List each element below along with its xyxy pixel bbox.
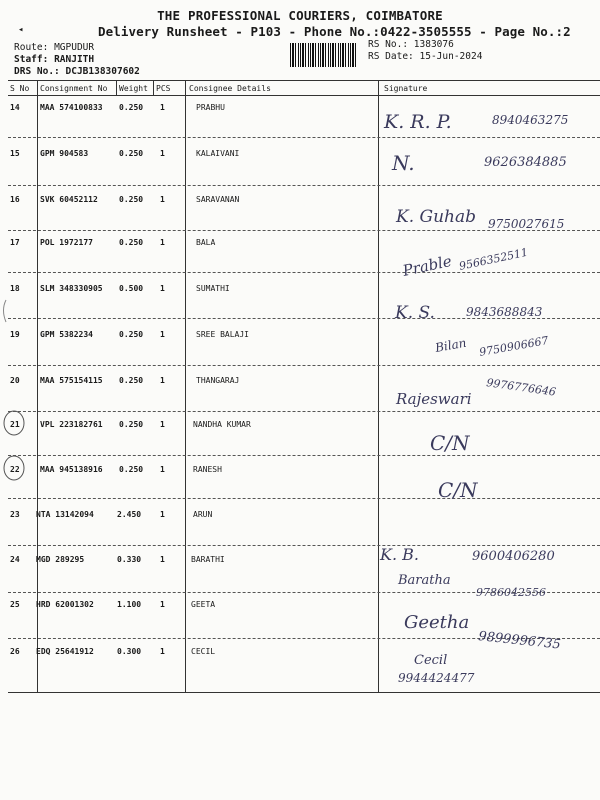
row-divider — [8, 230, 600, 231]
row-sno: 20 — [10, 376, 20, 385]
staff-value: RANJITH — [54, 54, 95, 65]
row-consignment: GPM 5382234 — [40, 330, 93, 339]
bullet-mark: ◂ — [18, 25, 24, 35]
row-weight: 0.330 — [117, 555, 142, 564]
row-divider — [8, 545, 600, 546]
barcode — [290, 43, 358, 67]
row-pcs: 1 — [160, 600, 165, 609]
row-divider — [8, 592, 600, 593]
signature-name: K. Guhab — [396, 207, 477, 227]
row-consignment: SVK 60452112 — [40, 195, 98, 204]
row-consignment: MAA 945138916 — [40, 465, 103, 474]
row-consignment: MAA 574100833 — [40, 103, 103, 112]
row-pcs: 1 — [160, 238, 165, 247]
row-consignment: EDQ 25641912 — [36, 647, 94, 656]
signature-phone: 9750906667 — [478, 333, 550, 359]
row-weight: 0.250 — [119, 376, 144, 385]
signature-name: K. B. — [380, 545, 419, 564]
row-pcs: 1 — [160, 465, 165, 474]
rs-no-label: RS No.: — [368, 39, 409, 50]
row-consignee: SREE BALAJI — [196, 330, 249, 339]
rs-date-line — [368, 51, 482, 62]
route-label: Route: — [14, 42, 49, 53]
route-line — [14, 42, 94, 53]
staff-line — [14, 54, 94, 65]
row-sno: 18 — [10, 284, 20, 293]
row-divider — [8, 365, 600, 366]
signature-phone: 9566352511 — [457, 245, 530, 273]
row-weight: 0.250 — [119, 420, 144, 429]
col-divider — [116, 80, 117, 95]
row-weight: 0.250 — [119, 195, 144, 204]
row-consignee: GEETA — [191, 600, 216, 609]
margin-mark — [4, 300, 7, 322]
delivery-remark: C/N — [438, 478, 478, 502]
signature-phone: 9626384885 — [484, 155, 567, 170]
rs-date-value: 15-Jun-2024 — [419, 51, 483, 62]
row-divider — [8, 498, 600, 499]
row-divider — [8, 272, 600, 273]
row-consignee: THANGARAJ — [196, 376, 240, 385]
signature-phone: 8940463275 — [492, 113, 569, 127]
signature-name: N. — [392, 151, 415, 175]
row-weight: 0.250 — [119, 103, 144, 112]
row-consignment: POL 1972177 — [40, 238, 93, 247]
company-title: THE PROFESSIONAL COURIERS, COIMBATORE — [157, 8, 443, 23]
row-weight: 0.250 — [119, 465, 144, 474]
row-weight: 0.300 — [117, 647, 142, 656]
drs-value: DCJB138307602 — [65, 66, 140, 77]
signature-phone: 9786042556 — [476, 586, 546, 599]
row-sno: 22 — [10, 465, 20, 474]
signature-phone: 9600406280 — [472, 549, 555, 564]
row-weight: 1.100 — [117, 600, 142, 609]
row-pcs: 1 — [160, 149, 165, 158]
row-weight: 2.450 — [117, 510, 142, 519]
row-weight: 0.250 — [119, 238, 144, 247]
row-consignee: ARUN — [193, 510, 213, 519]
signature-phone: 9944424477 — [398, 671, 475, 685]
row-consignment: HRD 62001302 — [36, 600, 94, 609]
row-consignee: BALA — [196, 238, 216, 247]
row-consignment: VPL 223182761 — [40, 420, 103, 429]
signature-name: Baratha — [398, 573, 451, 588]
row-consignment: MAA 575154115 — [40, 376, 103, 385]
row-consignee: RANESH — [193, 465, 222, 474]
row-consignment: SLM 348330905 — [40, 284, 103, 293]
signature-phone: 9976776646 — [485, 376, 557, 399]
table-top-border — [8, 80, 600, 81]
route-value: MGPUDUR — [54, 42, 95, 53]
row-pcs: 1 — [160, 330, 165, 339]
rs-no-line — [368, 39, 454, 50]
row-sno: 24 — [10, 555, 20, 564]
drs-label: DRS No.: — [14, 66, 60, 77]
row-sno: 26 — [10, 647, 20, 656]
row-sno: 16 — [10, 195, 20, 204]
row-sno: 23 — [10, 510, 20, 519]
row-pcs: 1 — [160, 376, 165, 385]
column-header: Consignment No — [40, 84, 108, 93]
column-header: S No — [10, 84, 30, 93]
signature-phone: 9843688843 — [466, 305, 543, 319]
signature-name: Cecil — [414, 653, 448, 668]
col-divider — [378, 80, 379, 692]
runsheet-subtitle: Delivery Runsheet - P103 - Phone No.:0422-3505555 - Page No.:2 — [98, 24, 571, 39]
row-consignee: CECIL — [191, 647, 216, 656]
signature-name: Geetha — [404, 612, 470, 633]
signature-phone: 9899996735 — [477, 629, 562, 653]
row-weight: 0.500 — [119, 284, 144, 293]
column-header: PCS — [156, 84, 171, 93]
row-consignment: GPM 904583 — [40, 149, 89, 158]
row-pcs: 1 — [160, 647, 165, 656]
table-bottom-border — [8, 692, 600, 693]
row-consignee: KALAIVANI — [196, 149, 240, 158]
row-sno: 15 — [10, 149, 20, 158]
rs-date-label: RS Date: — [368, 51, 414, 62]
row-pcs: 1 — [160, 510, 165, 519]
row-pcs: 1 — [160, 555, 165, 564]
row-divider — [8, 455, 600, 456]
signature-phone: 9750027615 — [488, 217, 565, 231]
drs-line — [14, 66, 140, 77]
header-bottom-border — [8, 95, 600, 96]
row-divider — [8, 638, 600, 639]
column-header: Weight — [119, 84, 148, 93]
row-consignee: NANDHA KUMAR — [193, 420, 251, 429]
row-divider — [8, 185, 600, 186]
row-pcs: 1 — [160, 420, 165, 429]
row-sno: 14 — [10, 103, 20, 112]
row-pcs: 1 — [160, 103, 165, 112]
row-divider — [8, 411, 600, 412]
row-consignment: NTA 13142094 — [36, 510, 94, 519]
row-weight: 0.250 — [119, 330, 144, 339]
row-sno: 19 — [10, 330, 20, 339]
row-divider — [8, 318, 600, 319]
signature-name: Prable — [401, 252, 454, 280]
row-sno: 21 — [10, 420, 20, 429]
row-weight: 0.250 — [119, 149, 144, 158]
signature-name: Rajeswari — [396, 390, 472, 408]
row-sno: 17 — [10, 238, 20, 247]
row-consignee: BARATHI — [191, 555, 225, 564]
row-consignee: SARAVANAN — [196, 195, 240, 204]
column-header: Signature — [384, 84, 428, 93]
signature-name: K. R. P. — [384, 111, 452, 133]
row-consignment: MGD 289295 — [36, 555, 85, 564]
row-sno: 25 — [10, 600, 20, 609]
signature-name: Bilan — [434, 335, 468, 355]
delivery-remark: C/N — [430, 431, 470, 455]
staff-label: Staff: — [14, 54, 49, 65]
rs-no-value: 1383076 — [413, 39, 454, 50]
row-pcs: 1 — [160, 284, 165, 293]
row-consignee: PRABHU — [196, 103, 225, 112]
col-divider — [153, 80, 154, 95]
row-pcs: 1 — [160, 195, 165, 204]
row-divider — [8, 137, 600, 138]
col-divider — [185, 80, 186, 692]
column-header: Consignee Details — [189, 84, 271, 93]
row-consignee: SUMATHI — [196, 284, 230, 293]
signature-name: K. S. — [395, 303, 435, 323]
